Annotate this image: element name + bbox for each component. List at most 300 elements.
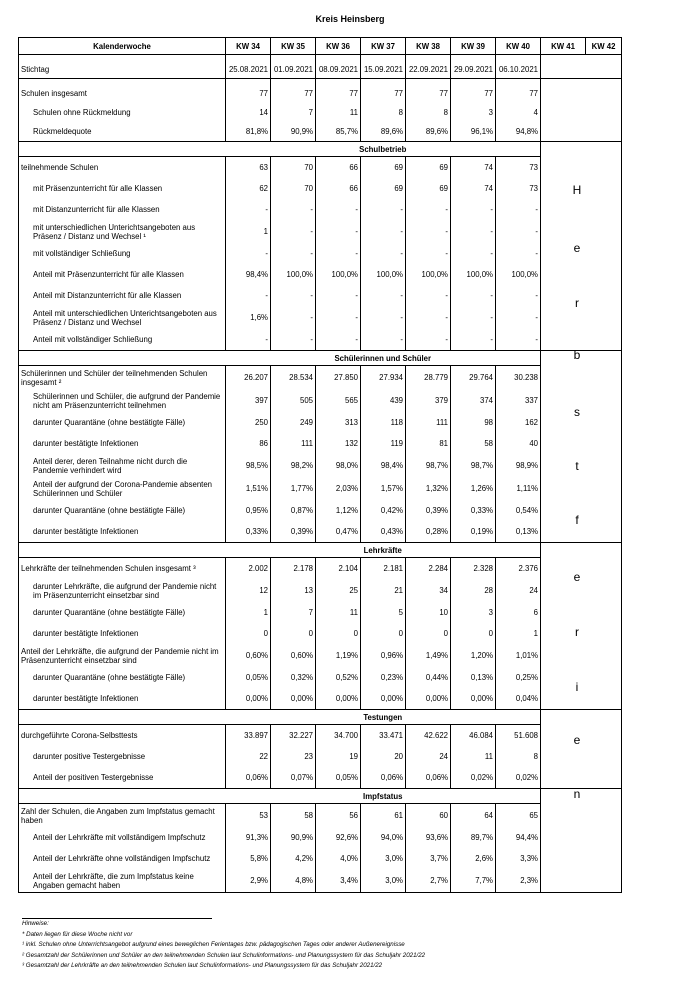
cell-value: 14 [226, 103, 271, 122]
cell-value: 1,19% [316, 644, 361, 667]
cell-value: - [451, 306, 496, 329]
row-label: Schülerinnen und Schüler der teilnehmenden Schulen insgesamt ² [19, 366, 226, 390]
cell-value: 40 [496, 433, 541, 454]
section-title: Impfstatus [226, 789, 541, 804]
header-week: KW 37 [361, 38, 406, 55]
vertical-letter: r [575, 296, 579, 310]
cell-value: 397 [226, 389, 271, 412]
table-row [19, 746, 622, 767]
table-row [19, 767, 622, 789]
row-label: Anteil mit Distanzunterricht für alle Klassen [19, 285, 226, 306]
cell-value: - [451, 220, 496, 243]
cell-value: 33.897 [226, 725, 271, 747]
cell-value: 118 [361, 412, 406, 433]
cell-value: 3 [451, 602, 496, 623]
cell-value: 27.850 [316, 366, 361, 390]
cell-value: 1,77% [271, 477, 316, 500]
cell-value: 98 [451, 412, 496, 433]
cell-value: 81,8% [226, 122, 271, 142]
table-row [19, 623, 622, 644]
cell-value: 1,57% [361, 477, 406, 500]
cell-value: 77 [406, 84, 451, 103]
cell-value: 64 [451, 804, 496, 828]
cell-value: 1,11% [496, 477, 541, 500]
table-row [19, 329, 622, 351]
cell-value: - [496, 220, 541, 243]
cell-value: 0,07% [271, 767, 316, 789]
row-label: Stichtag [19, 60, 226, 79]
vertical-letter: t [575, 459, 579, 473]
cell-value: 66 [316, 157, 361, 179]
cell-value: - [271, 329, 316, 351]
table-row [19, 521, 622, 543]
table-row [19, 558, 622, 580]
cell-value: 25 [316, 579, 361, 602]
cell-value: 22.09.2021 [406, 60, 451, 79]
cell-value: 77 [361, 84, 406, 103]
table-row [19, 804, 622, 828]
header-week: KW 42 [586, 38, 622, 55]
cell-value: 0,02% [451, 767, 496, 789]
table-row [19, 199, 622, 220]
table-row [19, 157, 622, 179]
cell-value: 0,52% [316, 667, 361, 688]
cell-value: 100,0% [406, 264, 451, 285]
row-label: Anteil mit vollständiger Schließung [19, 329, 226, 351]
cell-value: 11 [451, 746, 496, 767]
row-label: darunter bestätigte Infektionen [19, 688, 226, 710]
cell-value: 0,42% [361, 500, 406, 521]
table-row [19, 84, 622, 103]
table-row [19, 178, 622, 199]
cell-value: 73 [496, 178, 541, 199]
notes-title: Hinweise: [22, 918, 212, 931]
section-header [19, 543, 622, 558]
row-label: Lehrkräfte der teilnehmenden Schulen insgesamt ³ [19, 558, 226, 580]
cell-value: 1,32% [406, 477, 451, 500]
row-label: Anteil mit unterschiedlichen Unterichtsangeboten aus Präsenz / Distanz und Wechsel [19, 306, 226, 329]
cell-value: 100,0% [361, 264, 406, 285]
table-row [19, 602, 622, 623]
cell-value: 86 [226, 433, 271, 454]
header-week: KW 39 [451, 38, 496, 55]
cell-value: 0,96% [361, 644, 406, 667]
table-row [19, 243, 622, 264]
row-label: Anteil der Lehrkräfte mit vollständigem Impfschutz [19, 827, 226, 848]
cell-value: 0,06% [226, 767, 271, 789]
cell-value: - [316, 220, 361, 243]
cell-value: 0,28% [406, 521, 451, 543]
cell-value: 24 [496, 579, 541, 602]
table-row [19, 285, 622, 306]
cell-value: 337 [496, 389, 541, 412]
cell-value: 13 [271, 579, 316, 602]
row-label: mit vollständiger Schließung [19, 243, 226, 264]
cell-value: 21 [361, 579, 406, 602]
cell-value: 33.471 [361, 725, 406, 747]
cell-value: 0,19% [451, 521, 496, 543]
cell-value: - [226, 285, 271, 306]
cell-value: - [226, 329, 271, 351]
cell-value: 0,23% [361, 667, 406, 688]
cell-value: 374 [451, 389, 496, 412]
cell-value: 111 [271, 433, 316, 454]
cell-value: 27.934 [361, 366, 406, 390]
cell-value: 0 [361, 623, 406, 644]
cell-value: - [316, 199, 361, 220]
cell-value: 1,51% [226, 477, 271, 500]
cell-value: 0,39% [406, 500, 451, 521]
cell-value: 3,0% [361, 869, 406, 893]
header-week: KW 34 [226, 38, 271, 55]
cell-value: 98,9% [496, 454, 541, 477]
cell-value: 100,0% [496, 264, 541, 285]
row-label: Anteil der Lehrkräfte ohne vollständigen Impfschutz [19, 848, 226, 869]
header-row [19, 38, 622, 55]
vertical-letter: r [575, 625, 579, 639]
cell-value: 77 [271, 84, 316, 103]
cell-value: 0,06% [406, 767, 451, 789]
cell-value: 4 [496, 103, 541, 122]
cell-value: 10 [406, 602, 451, 623]
cell-value: - [316, 306, 361, 329]
cell-value: 61 [361, 804, 406, 828]
cell-value: 30.238 [496, 366, 541, 390]
cell-value: 74 [451, 178, 496, 199]
cell-value: - [496, 306, 541, 329]
row-label: teilnehmende Schulen [19, 157, 226, 179]
cell-value: 98,7% [451, 454, 496, 477]
cell-value: 98,2% [271, 454, 316, 477]
cell-value: 119 [361, 433, 406, 454]
cell-value: 29.09.2021 [451, 60, 496, 79]
cell-value: - [451, 329, 496, 351]
cell-value: 2,6% [451, 848, 496, 869]
vertical-letter: i [575, 680, 579, 694]
table-row [19, 688, 622, 710]
cell-value: 20 [361, 746, 406, 767]
footnote: ² Gesamtzahl der Schülerinnen und Schüler an den teilnehmenden Schulen laut Schulinformations- und Planungssystem für das Schuljahr 2021/22 [22, 951, 426, 959]
header-week: KW 36 [316, 38, 361, 55]
cell-value: 12 [226, 579, 271, 602]
cell-value: 0,60% [271, 644, 316, 667]
table-row [19, 389, 622, 412]
cell-value: 46.084 [451, 725, 496, 747]
cell-value: 1,12% [316, 500, 361, 521]
table-row [19, 122, 622, 142]
row-label: durchgeführte Corona-Selbsttests [19, 725, 226, 747]
table-row [19, 412, 622, 433]
header-week: KW 35 [271, 38, 316, 55]
section-header [19, 789, 622, 804]
cell-value: 73 [496, 157, 541, 179]
cell-value: 2,03% [316, 477, 361, 500]
cell-value: 565 [316, 389, 361, 412]
cell-value: - [226, 199, 271, 220]
cell-value: - [406, 285, 451, 306]
data-table [18, 37, 622, 893]
cell-value: 2.284 [406, 558, 451, 580]
cell-value: 98,4% [226, 264, 271, 285]
vertical-letter: f [575, 513, 579, 527]
cell-value: 0,25% [496, 667, 541, 688]
cell-value: 77 [496, 84, 541, 103]
cell-value: - [361, 243, 406, 264]
table-row [19, 433, 622, 454]
cell-value: 89,6% [406, 122, 451, 142]
cell-value: 90,9% [271, 122, 316, 142]
cell-value: - [451, 243, 496, 264]
cell-value: 3,4% [316, 869, 361, 893]
row-label: Anteil derer, deren Teilnahme nicht durch die Pandemie verhindert wird [19, 454, 226, 477]
cell-value: 1,26% [451, 477, 496, 500]
cell-value: 85,7% [316, 122, 361, 142]
cell-value: 6 [496, 602, 541, 623]
cell-value: 91,3% [226, 827, 271, 848]
cell-value: 15.09.2021 [361, 60, 406, 79]
cell-value: 0,87% [271, 500, 316, 521]
cell-value: 249 [271, 412, 316, 433]
cell-value: - [361, 199, 406, 220]
cell-value: 66 [316, 178, 361, 199]
cell-value: 93,6% [406, 827, 451, 848]
cell-value: 7 [271, 103, 316, 122]
cell-value: 63 [226, 157, 271, 179]
cell-value: 2.181 [361, 558, 406, 580]
row-label: Anteil der Lehrkräfte, die zum Impfstatus keine Angaben gemacht haben [19, 869, 226, 893]
cell-value: 313 [316, 412, 361, 433]
cell-value: 2.328 [451, 558, 496, 580]
cell-value: 81 [406, 433, 451, 454]
cell-value: 0,06% [361, 767, 406, 789]
cell-value: 162 [496, 412, 541, 433]
footnote: ³ Gesamtzahl der Lehrkräfte an den teilnehmenden Schulen laut Schulinformations- und Planungssystem für das Schuljahr 2021/22 [22, 962, 383, 969]
cell-value: 3,3% [496, 848, 541, 869]
cell-value: 0 [226, 623, 271, 644]
row-label: Zahl der Schulen, die Angaben zum Impfstatus gemacht haben [19, 804, 226, 828]
vertical-letter: s [574, 405, 580, 419]
cell-value: 3,0% [361, 848, 406, 869]
cell-value: 25.08.2021 [226, 60, 271, 79]
cell-value: 0,00% [271, 688, 316, 710]
cell-value: 23 [271, 746, 316, 767]
cell-value: 4,0% [316, 848, 361, 869]
cell-value: 1,49% [406, 644, 451, 667]
cell-value: - [361, 329, 406, 351]
cell-value: 58 [451, 433, 496, 454]
cell-value: - [406, 220, 451, 243]
cell-value: 0,00% [361, 688, 406, 710]
cell-value: 0,13% [451, 667, 496, 688]
cell-value: - [406, 329, 451, 351]
header-week: KW 41 [541, 38, 586, 55]
cell-value: 7,7% [451, 869, 496, 893]
cell-value: 28.779 [406, 366, 451, 390]
cell-value: 4,8% [271, 869, 316, 893]
table-row [19, 454, 622, 477]
cell-value: 06.10.2021 [496, 60, 541, 79]
row-label: Schülerinnen und Schüler, die aufgrund der Pandemie nicht am Präsenzunterricht teilnehmen [19, 389, 226, 412]
cell-value: - [496, 199, 541, 220]
cell-value: 29.764 [451, 366, 496, 390]
cell-value: 58 [271, 804, 316, 828]
cell-value: - [406, 199, 451, 220]
row-label: Schulen ohne Rückmeldung [19, 103, 226, 122]
table-row [19, 477, 622, 500]
row-label: mit Präsenzunterricht für alle Klassen [19, 178, 226, 199]
cell-value: 0 [271, 623, 316, 644]
vertical-letter: e [573, 241, 581, 255]
row-label: Rückmeldequote [19, 122, 226, 142]
cell-value: 0 [316, 623, 361, 644]
cell-value: 11 [316, 103, 361, 122]
cell-value: - [271, 199, 316, 220]
cell-value: 111 [406, 412, 451, 433]
cell-value: 0,02% [496, 767, 541, 789]
table-row [19, 725, 622, 747]
table-row [19, 827, 622, 848]
cell-value: 77 [451, 84, 496, 103]
cell-value: 1 [496, 623, 541, 644]
cell-value: 90,9% [271, 827, 316, 848]
cell-value: 28 [451, 579, 496, 602]
row-label: darunter Quarantäne (ohne bestätigte Fälle) [19, 667, 226, 688]
table-row [19, 500, 622, 521]
cell-value: 94,4% [496, 827, 541, 848]
cell-value: 42.622 [406, 725, 451, 747]
cell-value: 19 [316, 746, 361, 767]
table-row [19, 103, 622, 122]
cell-value: 22 [226, 746, 271, 767]
cell-value: 69 [361, 178, 406, 199]
cell-value: 0,33% [226, 521, 271, 543]
cell-value: 5 [361, 602, 406, 623]
cell-value: 89,6% [361, 122, 406, 142]
row-label: Anteil der Lehrkräfte, die aufgrund der Pandemie nicht im Präsenzunterricht einsetzbar sind [19, 644, 226, 667]
cell-value: 2,7% [406, 869, 451, 893]
cell-value: - [496, 285, 541, 306]
cell-value: 2.104 [316, 558, 361, 580]
cell-value: - [361, 306, 406, 329]
vertical-letter: e [573, 570, 581, 584]
vertical-letter: b [573, 348, 581, 362]
section-title: Schülerinnen und Schüler [226, 351, 541, 366]
cell-value: 98,4% [361, 454, 406, 477]
row-label: darunter Quarantäne (ohne bestätigte Fälle) [19, 500, 226, 521]
cell-value: - [316, 285, 361, 306]
cell-value: 0 [406, 623, 451, 644]
cell-value: - [226, 243, 271, 264]
row-label: Anteil mit Präsenzunterricht für alle Klassen [19, 264, 226, 285]
cell-value: 1,20% [451, 644, 496, 667]
cell-value: 1 [226, 602, 271, 623]
vertical-letter: H [572, 183, 582, 197]
cell-value: 1 [226, 220, 271, 243]
table-row [19, 869, 622, 893]
cell-value: 2.178 [271, 558, 316, 580]
cell-value: 0,04% [496, 688, 541, 710]
table-row [19, 264, 622, 285]
cell-value: 132 [316, 433, 361, 454]
cell-value: 100,0% [451, 264, 496, 285]
header-label: Kalenderwoche [19, 38, 226, 55]
cell-value: 0,32% [271, 667, 316, 688]
cell-value: 34 [406, 579, 451, 602]
cell-value: 98,5% [226, 454, 271, 477]
cell-value: 74 [451, 157, 496, 179]
cell-value: 32.227 [271, 725, 316, 747]
cell-value: 77 [226, 84, 271, 103]
cell-value: 0,00% [226, 688, 271, 710]
cell-value: - [316, 243, 361, 264]
cell-value: 0,95% [226, 500, 271, 521]
cell-value: 4,2% [271, 848, 316, 869]
cell-value: 8 [496, 746, 541, 767]
cell-value: - [451, 285, 496, 306]
section-header [19, 351, 622, 366]
header-week: KW 38 [406, 38, 451, 55]
vertical-letter: n [573, 787, 581, 801]
cell-value: 5,8% [226, 848, 271, 869]
row-label: mit Distanzunterricht für alle Klassen [19, 199, 226, 220]
table-row [19, 579, 622, 602]
cell-value: 2.376 [496, 558, 541, 580]
cell-value: 56 [316, 804, 361, 828]
cell-value: 0,05% [226, 667, 271, 688]
cell-value: 0,39% [271, 521, 316, 543]
cell-value: 65 [496, 804, 541, 828]
cell-value: - [316, 329, 361, 351]
section-title: Testungen [226, 710, 541, 725]
row-label: darunter bestätigte Infektionen [19, 433, 226, 454]
cell-value: 379 [406, 389, 451, 412]
row-label: darunter Quarantäne (ohne bestätigte Fälle) [19, 602, 226, 623]
cell-value: 0,05% [316, 767, 361, 789]
table-row [19, 667, 622, 688]
cell-value: 1,6% [226, 306, 271, 329]
cell-value: - [361, 220, 406, 243]
section-title: Schulbetrieb [226, 142, 541, 157]
vertical-letter: e [573, 733, 581, 747]
cell-value: 8 [406, 103, 451, 122]
cell-value: 98,0% [316, 454, 361, 477]
cell-value: 92,6% [316, 827, 361, 848]
footnote: * Daten liegen für diese Woche nicht vor [22, 930, 133, 938]
cell-value: - [406, 306, 451, 329]
cell-value: 7 [271, 602, 316, 623]
cell-value: 0,43% [361, 521, 406, 543]
cell-value: - [496, 329, 541, 351]
cell-value: 0,00% [316, 688, 361, 710]
cell-value: 94,8% [496, 122, 541, 142]
cell-value: - [271, 306, 316, 329]
cell-value: 0,44% [406, 667, 451, 688]
cell-value: 250 [226, 412, 271, 433]
table-row [19, 60, 622, 79]
cell-value: - [496, 243, 541, 264]
cell-value: 100,0% [316, 264, 361, 285]
cell-value: - [361, 285, 406, 306]
table-row [19, 366, 622, 390]
row-label: Schulen insgesamt [19, 84, 226, 103]
cell-value: - [271, 220, 316, 243]
cell-value: 53 [226, 804, 271, 828]
cell-value: - [451, 199, 496, 220]
row-label: darunter Quarantäne (ohne bestätigte Fälle) [19, 412, 226, 433]
cell-value: 70 [271, 157, 316, 179]
cell-value: 26.207 [226, 366, 271, 390]
section-title: Lehrkräfte [226, 543, 541, 558]
